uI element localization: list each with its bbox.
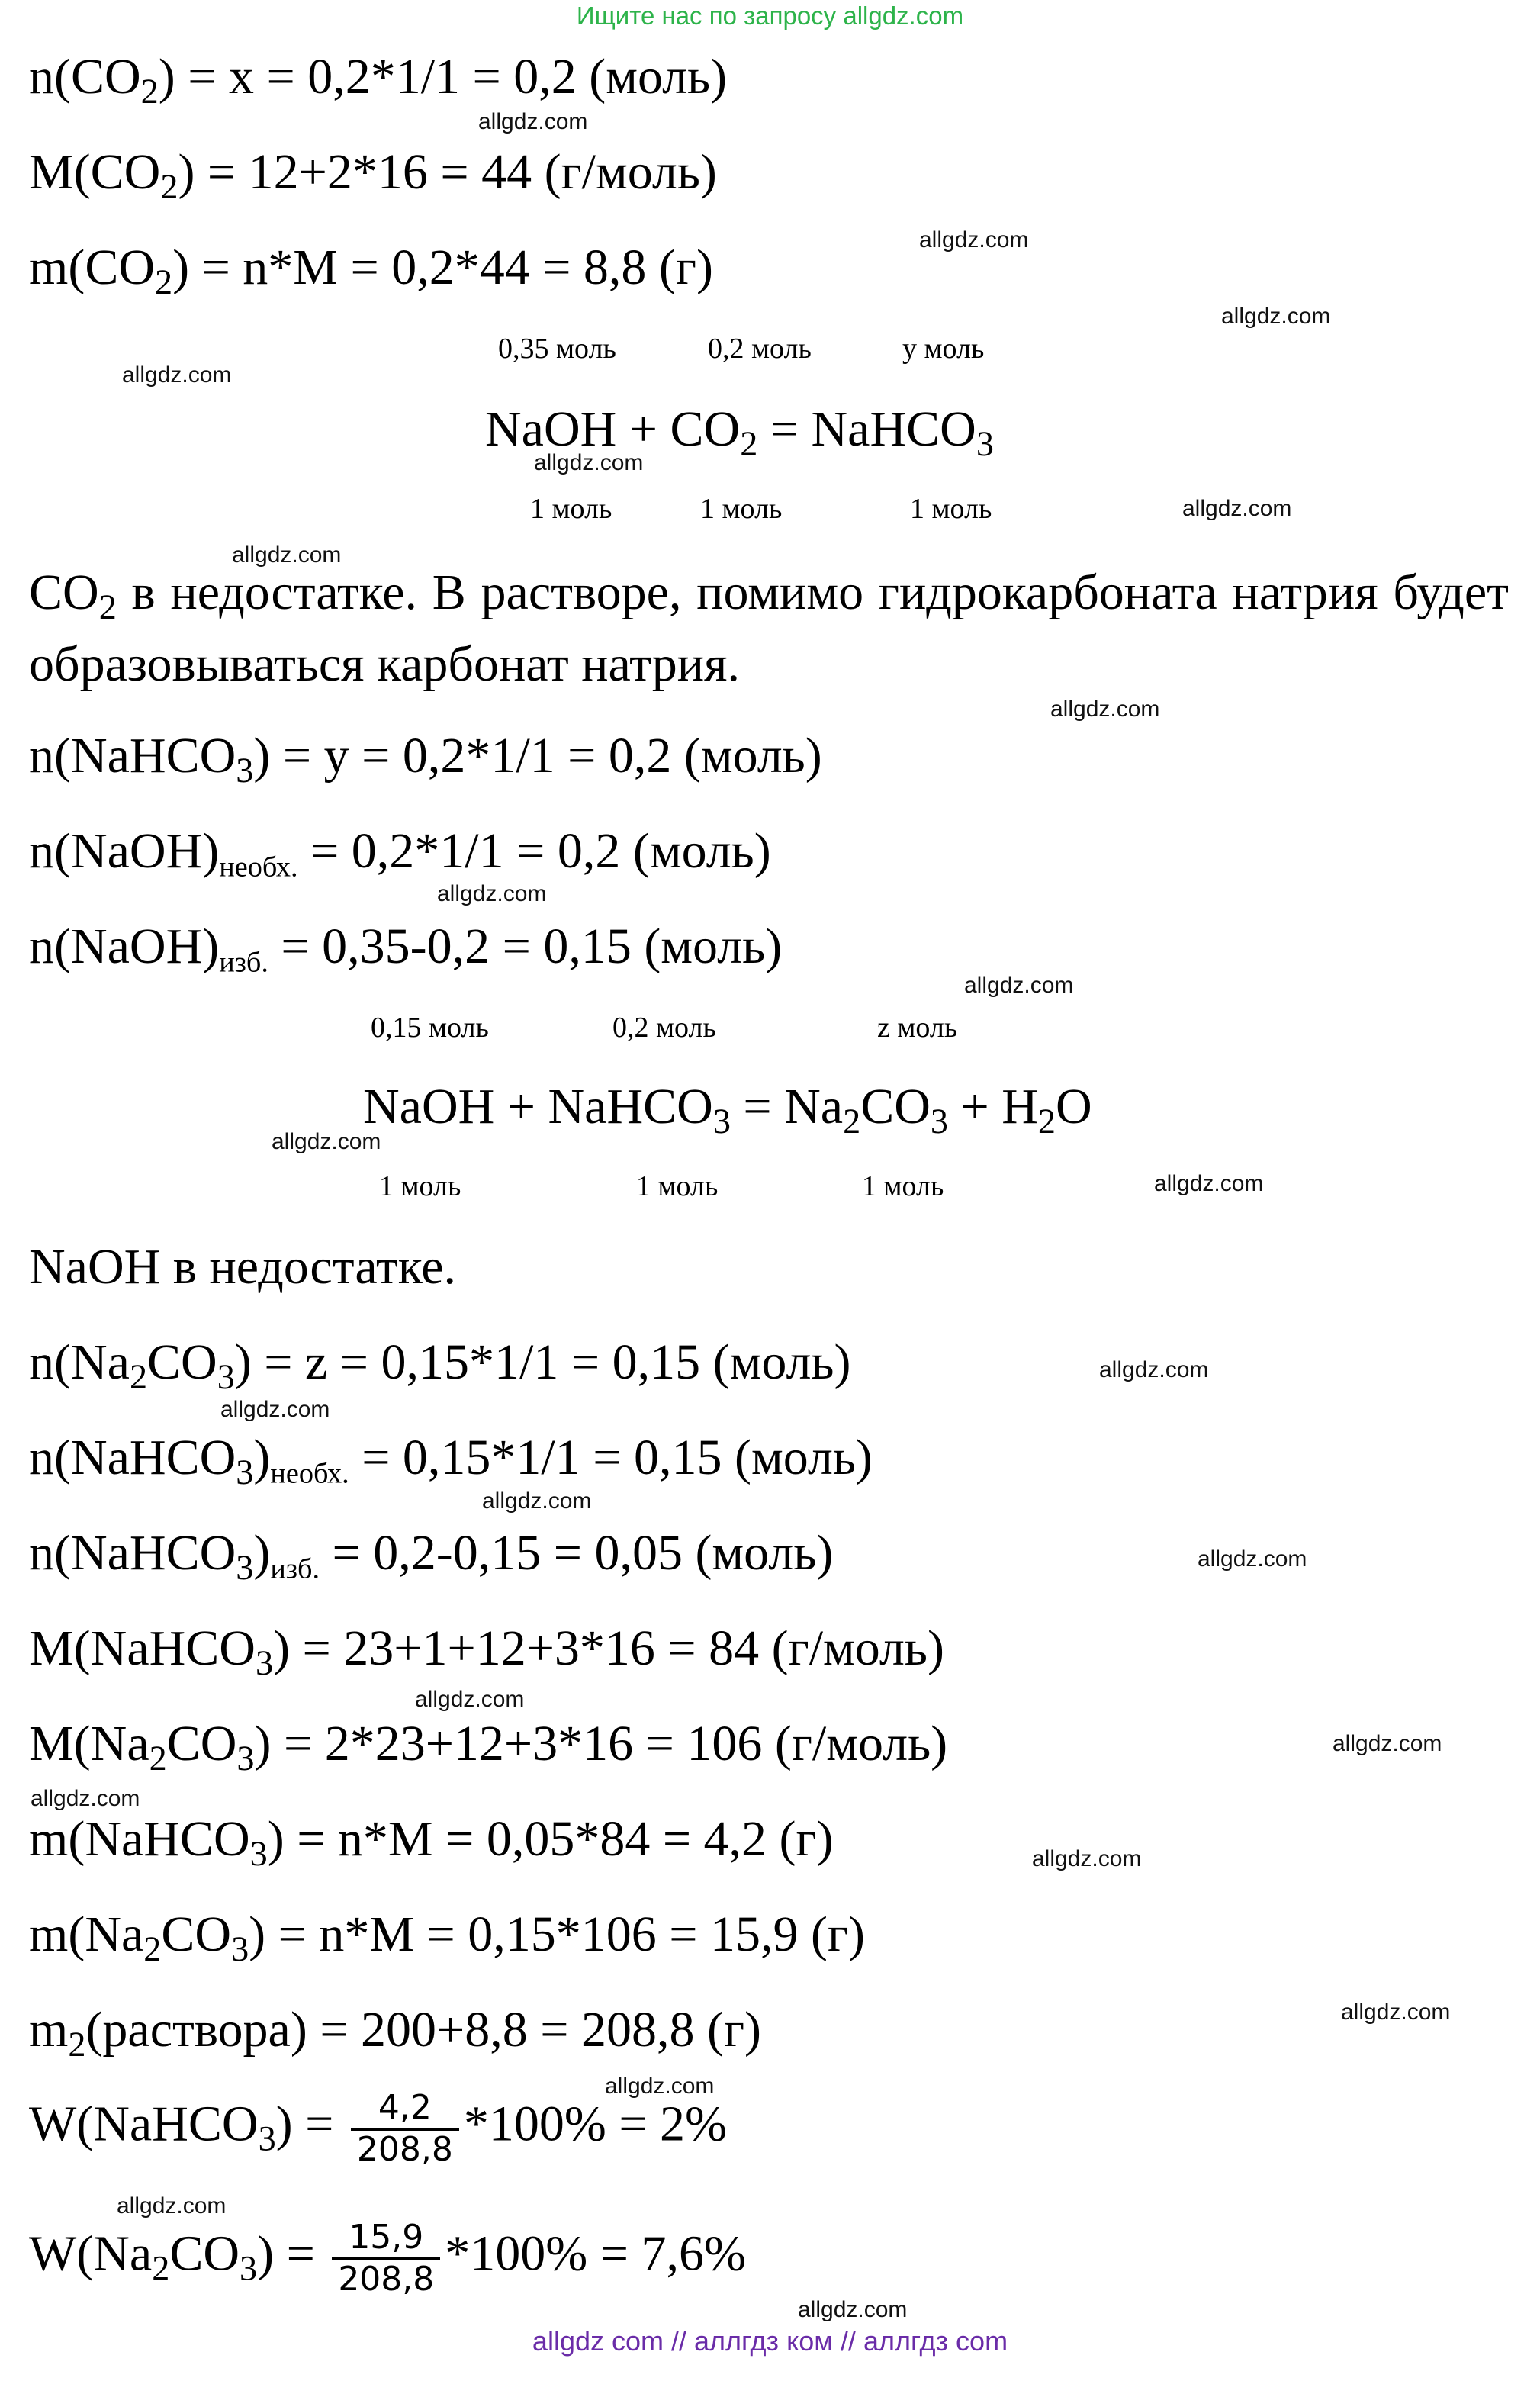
- text: = 0,35-0,2 = 0,15 (моль): [268, 919, 783, 974]
- text: ) = y = 0,2*1/1 = 0,2 (моль): [253, 728, 822, 783]
- subscript: 2: [155, 262, 173, 301]
- text: M(Na: [29, 1716, 149, 1771]
- subscript: 3: [240, 2248, 258, 2288]
- subscript: 3: [236, 750, 254, 790]
- subscript: 2: [160, 166, 178, 206]
- watermark: allgdz.com: [1333, 1731, 1442, 1756]
- subscript: изб.: [219, 946, 268, 979]
- subscript: 3: [976, 423, 994, 463]
- line-n-nahco3: [29, 728, 822, 790]
- watermark: allgdz.com: [1050, 697, 1160, 722]
- line-n-na2co3: [29, 1334, 851, 1396]
- text: M(NaHCO: [29, 1620, 256, 1676]
- eq1-above-naoh: 0,35 моль: [498, 333, 616, 365]
- text: n(NaOH): [29, 823, 220, 879]
- watermark: allgdz.com: [272, 1129, 381, 1154]
- line-n-nahco3-needed: [29, 1430, 873, 1491]
- line-w-nahco3: [29, 2089, 727, 2169]
- line-m2-solution: [29, 2002, 762, 2064]
- text: ) = n*M = 0,2*44 = 8,8 (г): [172, 240, 713, 295]
- watermark: allgdz.com: [220, 1397, 330, 1422]
- subscript: 3: [236, 1452, 254, 1491]
- line-m-molar-co2: [29, 144, 717, 206]
- text: = 0,2-0,15 = 0,05 (моль): [320, 1525, 834, 1581]
- text: = 0,15*1/1 = 0,15 (моль): [349, 1430, 873, 1485]
- text: m(CO: [29, 240, 155, 295]
- fraction: [351, 2089, 459, 2169]
- paragraph-co2-deficit: [29, 557, 1509, 700]
- equation-2: [363, 1079, 1092, 1141]
- watermark: allgdz.com: [478, 109, 588, 134]
- text: M(CO: [29, 144, 161, 200]
- subscript: 3: [249, 1833, 268, 1873]
- subscript: 2: [68, 2024, 86, 2064]
- text: n(NaOH): [29, 919, 220, 974]
- subscript: 2: [152, 2248, 170, 2288]
- eq2-below-nahco3: 1 моль: [636, 1170, 719, 1202]
- fraction-numerator: 4,2: [351, 2089, 459, 2131]
- watermark: allgdz.com: [1182, 496, 1292, 521]
- subscript: 3: [231, 1929, 249, 1968]
- text: ) = 2*23+12+3*16 = 106 (г/моль): [254, 1716, 948, 1771]
- text: = 0,2*1/1 = 0,2 (моль): [297, 823, 771, 879]
- subscript: 2: [740, 423, 758, 463]
- bottom-watermark: allgdz com // аллгдз ком // аллгдз com: [532, 2325, 1008, 2357]
- watermark: allgdz.com: [605, 2074, 715, 2099]
- watermark: allgdz.com: [415, 1687, 525, 1712]
- text: CO: [860, 1079, 931, 1134]
- fraction-numerator: 15,9: [332, 2219, 440, 2260]
- text: O: [1055, 1079, 1092, 1134]
- text: ) = n*M = 0,05*84 = 4,2 (г): [267, 1811, 834, 1867]
- text: ) = 12+2*16 = 44 (г/моль): [178, 144, 717, 200]
- subscript: 3: [712, 1101, 731, 1141]
- text: n(NaHCO: [29, 728, 236, 783]
- line-n-naoh-needed: [29, 823, 771, 883]
- eq2-above-naoh: 0,15 моль: [371, 1012, 489, 1044]
- line-m-mass-nahco3: [29, 1811, 834, 1873]
- line-m-mass-na2co3: [29, 1906, 866, 1968]
- watermark: allgdz.com: [482, 1488, 592, 1514]
- subscript: 2: [843, 1101, 861, 1141]
- subscript: 3: [236, 1547, 254, 1587]
- text: ) = n*M = 0,15*106 = 15,9 (г): [249, 1906, 866, 1962]
- eq1-below-nahco3: 1 моль: [910, 493, 992, 525]
- text: NaOH + NaHCO: [363, 1079, 713, 1134]
- watermark: allgdz.com: [534, 450, 644, 475]
- subscript: 3: [255, 1643, 274, 1682]
- line-n-naoh-excess: [29, 919, 783, 979]
- subscript: необх.: [270, 1457, 349, 1490]
- subscript: 2: [129, 1356, 148, 1396]
- watermark: allgdz.com: [437, 881, 547, 906]
- text: ) = z = 0,15*1/1 = 0,15 (моль): [234, 1334, 851, 1390]
- text: ) =: [257, 2225, 328, 2282]
- watermark: allgdz.com: [1341, 2000, 1451, 2025]
- subscript: 2: [143, 1929, 162, 1968]
- line-m-molar-nahco3: [29, 1620, 944, 1682]
- text: CO: [29, 565, 99, 620]
- subscript: изб.: [270, 1552, 320, 1585]
- line-m-molar-na2co3: [29, 1716, 948, 1778]
- text: *100% = 2%: [463, 2096, 728, 2152]
- text: W(Na: [29, 2225, 153, 2282]
- text: n(NaHCO: [29, 1525, 236, 1581]
- text: m(NaHCO: [29, 1811, 250, 1867]
- text: в недостатке. В растворе, помимо гидрокарбоната натрия будет образовываться карбонат натрия.: [29, 565, 1509, 692]
- text: *100% = 7,6%: [445, 2225, 746, 2282]
- eq1-below-naoh: 1 моль: [530, 493, 612, 525]
- watermark: allgdz.com: [919, 227, 1029, 253]
- subscript: 2: [140, 71, 159, 111]
- line-naoh-deficit: NaOH в недостатке.: [29, 1239, 457, 1295]
- text: CO: [169, 2225, 240, 2282]
- line-n-co2: [29, 49, 728, 111]
- subscript: 2: [98, 587, 117, 626]
- eq1-below-co2: 1 моль: [700, 493, 783, 525]
- text: ) = 23+1+12+3*16 = 84 (г/моль): [273, 1620, 944, 1676]
- eq2-below-na2co3: 1 моль: [862, 1170, 944, 1202]
- subscript: 2: [149, 1738, 167, 1778]
- watermark: allgdz.com: [1154, 1171, 1264, 1196]
- text: = Na: [730, 1079, 844, 1134]
- text: CO: [147, 1334, 217, 1390]
- watermark: allgdz.com: [1032, 1846, 1142, 1871]
- watermark: allgdz.com: [1221, 304, 1331, 329]
- watermark: allgdz.com: [31, 1786, 140, 1811]
- eq2-above-na2co3: z моль: [877, 1012, 958, 1044]
- watermark: allgdz.com: [232, 542, 342, 568]
- text: NaOH + CO: [485, 401, 741, 457]
- text: m: [29, 2002, 69, 2058]
- top-watermark[interactable]: Ищите нас по запросу allgdz.com: [576, 2, 964, 30]
- text: n(NaHCO: [29, 1430, 236, 1485]
- text: m(Na: [29, 1906, 144, 1962]
- fraction-denominator: 208,8: [338, 2259, 435, 2299]
- eq1-above-nahco3: y моль: [902, 333, 985, 365]
- text: + H: [947, 1079, 1038, 1134]
- text: (раствора) = 200+8,8 = 208,8 (г): [85, 2002, 762, 2058]
- subscript: необх.: [219, 851, 298, 883]
- line-n-nahco3-excess: [29, 1525, 834, 1587]
- text: CO: [166, 1716, 237, 1771]
- fraction-denominator: 208,8: [356, 2129, 453, 2169]
- watermark: allgdz.com: [122, 362, 232, 388]
- text: CO: [161, 1906, 232, 1962]
- subscript: 3: [258, 2119, 276, 2158]
- fraction: [332, 2219, 440, 2299]
- text: ): [253, 1525, 271, 1581]
- watermark: allgdz.com: [798, 2297, 908, 2322]
- eq2-below-naoh: 1 моль: [379, 1170, 461, 1202]
- text: n(CO: [29, 49, 141, 105]
- subscript: 3: [236, 1738, 255, 1778]
- text: n(Na: [29, 1334, 130, 1390]
- text: = NaHCO: [757, 401, 976, 457]
- subscript: 3: [930, 1101, 948, 1141]
- text: ) =: [275, 2096, 346, 2152]
- watermark: allgdz.com: [1198, 1546, 1307, 1572]
- text: ) = x = 0,2*1/1 = 0,2 (моль): [158, 49, 728, 105]
- text: ): [253, 1430, 271, 1485]
- line-w-na2co3: [29, 2219, 746, 2299]
- subscript: 3: [217, 1356, 235, 1396]
- eq2-above-nahco3: 0,2 моль: [612, 1012, 716, 1044]
- eq1-above-co2: 0,2 моль: [708, 333, 812, 365]
- watermark: allgdz.com: [1099, 1357, 1209, 1382]
- subscript: 2: [1037, 1101, 1056, 1141]
- text: W(NaHCO: [29, 2096, 259, 2152]
- line-m-mass-co2: [29, 240, 713, 301]
- watermark: allgdz.com: [117, 2193, 227, 2219]
- watermark: allgdz.com: [964, 973, 1074, 998]
